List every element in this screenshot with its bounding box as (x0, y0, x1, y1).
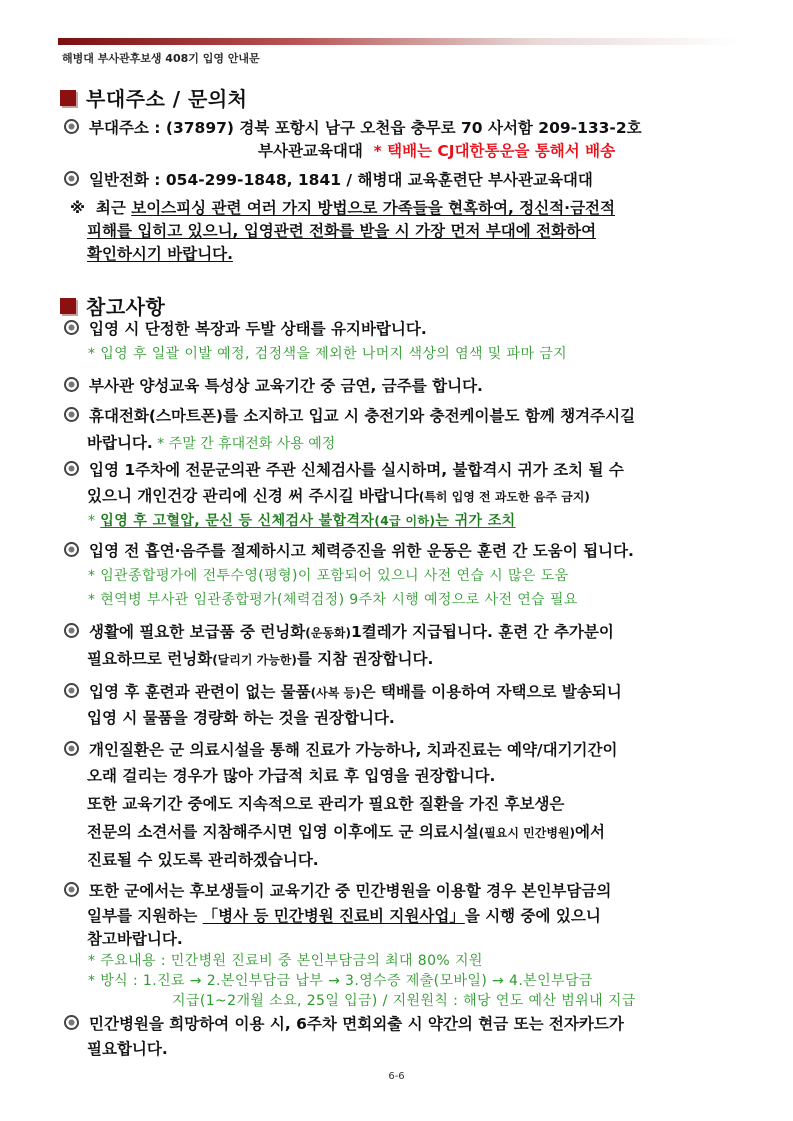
bullet-icon (64, 171, 79, 186)
list-item: 입영 시 단정한 복장과 두발 상태를 유지바랍니다. (64, 319, 427, 339)
list-item-continued: 바랍니다. * 주말 간 휴대전화 사용 예정 (87, 434, 336, 452)
warning-prefix: 최근 (95, 199, 132, 217)
list-item-continued: 필요합니다. (87, 1040, 168, 1058)
list-item-continued: 또한 교육기간 중에도 지속적으로 관리가 필요한 질환을 가진 후보생은 (87, 795, 565, 813)
list-item-continued: 있으니 개인건강 관리에 신경 써 주시길 바랍니다(특히 입영 전 과도한 음주 금지) (87, 487, 590, 505)
item-note: * 임관종합평가에 전투수영(평형)이 포함되어 있으니 사전 연습 시 많은 도움 (88, 568, 569, 584)
list-item-continued: 입영 시 물품을 경량화 하는 것을 권장합니다. (87, 709, 395, 727)
bullet-icon (64, 1015, 79, 1030)
address-row (64, 118, 642, 138)
warning-line-1: 보이스피싱 관련 여러 가지 방법으로 가족들을 현혹하여, 정신적·금전적 (131, 199, 615, 217)
bullet-icon (64, 741, 79, 756)
bullet-icon (64, 461, 79, 476)
section-notes-heading (60, 291, 165, 320)
item-note: * 방식 : 1.진료 → 2.본인부담금 납부 → 3.영수증 제출(모바일) → 4.본인부담금 (88, 973, 593, 989)
section-title: 부대주소 / 문의처 (86, 87, 248, 111)
list-item-continued: 필요하므로 런닝화(달리기 가능한)를 지참 권장합니다. (87, 650, 434, 668)
list-item-continued: 진료될 수 있도록 관리하겠습니다. (87, 851, 319, 869)
list-item-continued: 전문의 소견서를 지참해주시면 입영 이후에도 군 의료시설(필요시 민간병원)에서 (87, 823, 605, 841)
item-note: * 주말 간 휴대전화 사용 예정 (152, 436, 336, 452)
reference-mark-icon: ※ (70, 199, 86, 217)
section-marker-icon (60, 298, 76, 314)
address-text: (37897) 경북 포항시 남구 오천읍 충무로 70 사서함 209-133-2호 (165, 119, 642, 137)
list-item-continued: 일부를 지원하는 「병사 등 민간병원 진료비 지원사업」을 시행 중에 있으니 (87, 907, 601, 925)
delivery-note: * 택배는 CJ대한통운을 통해서 배송 (373, 142, 616, 160)
bullet-icon (64, 882, 79, 897)
section-marker-icon (60, 90, 76, 106)
section-title: 참고사항 (86, 295, 166, 319)
bullet-icon (64, 623, 79, 638)
item-note: * 주요내용 : 민간병원 진료비 중 본인부담금의 최대 80% 지원 (88, 953, 483, 969)
warning-line-2: 피해를 입히고 있으니, 입영관련 전화를 받을 시 가장 먼저 부대에 전화하여 (87, 222, 597, 240)
list-item: 입영 1주차에 전문군의관 주관 신체검사를 실시하며, 불합격시 귀가 조치 될 수 (64, 460, 624, 480)
list-item: 입영 전 흡연·음주를 절제하시고 체력증진을 위한 운동은 훈련 간 도움이 됩니다. (64, 541, 634, 561)
header-bar (58, 38, 738, 45)
page-number: 6-6 (388, 1071, 405, 1082)
section-address-heading (60, 83, 247, 112)
item-note: * 입영 후 일괄 이발 예정, 검정색을 제외한 나머지 색상의 염색 및 파마 금지 (88, 346, 568, 362)
warning-row-1 (70, 198, 615, 218)
list-item: 입영 후 훈련과 관련이 없는 물품(사복 등)은 택배를 이용하여 자택으로 발송되니 (64, 682, 622, 703)
bullet-icon (64, 119, 79, 134)
bullet-icon (64, 542, 79, 557)
warning-line-3: 확인하시기 바랍니다. (87, 245, 234, 263)
list-item: 또한 군에서는 후보생들이 교육기간 중 민간병원을 이용할 경우 본인부담금의 (64, 881, 611, 901)
list-item: 부사관 양성교육 특성상 교육기간 중 금연, 금주를 합니다. (64, 376, 483, 396)
item-note: 지급(1~2개월 소요, 25일 입금) / 지원원칙 : 해당 연도 예산 범위내 지급 (172, 993, 636, 1009)
list-item: 개인질환은 군 의료시설을 통해 진료가 가능하나, 치과진료는 예약/대기기간이 (64, 740, 617, 760)
support-program-name: 「병사 등 민간병원 진료비 지원사업」 (202, 907, 465, 925)
header-title: 해병대 부사관후보생 408기 입영 안내문 (62, 52, 260, 65)
address-line2-row (258, 141, 615, 161)
item-note-highlight: * 입영 후 고혈압, 문신 등 신체검사 불합격자(4급 이하)는 귀가 조치 (88, 513, 516, 529)
list-item-continued: 참고바랍니다. (87, 930, 183, 948)
address-unit: 부사관교육대대 (258, 142, 363, 160)
bullet-icon (64, 320, 79, 335)
bullet-icon (64, 377, 79, 392)
bullet-icon (64, 407, 79, 422)
list-item: 휴대전화(스마트폰)를 소지하고 입교 시 충전기와 충전케이블도 함께 챙겨주시길 (64, 406, 635, 426)
address-label: 부대주소 : (89, 119, 166, 137)
phone-text: 일반전화 : 054-299-1848, 1841 / 해병대 교육훈련단 부사관교육대대 (89, 171, 593, 189)
list-item-continued: 오래 걸리는 경우가 많아 가급적 치료 후 입영을 권장합니다. (87, 767, 496, 785)
bullet-icon (64, 683, 79, 698)
list-item: 민간병원을 희망하여 이용 시, 6주차 면회외출 시 약간의 현금 또는 전자카드가 (64, 1014, 624, 1034)
phone-row (64, 170, 593, 190)
item-note: * 현역병 부사관 임관종합평가(체력검정) 9주차 시행 예정으로 사전 연습 필요 (88, 592, 578, 608)
list-item: 생활에 필요한 보급품 중 런닝화(운동화)1켤레가 지급됩니다. 훈련 간 추가분이 (64, 622, 614, 643)
